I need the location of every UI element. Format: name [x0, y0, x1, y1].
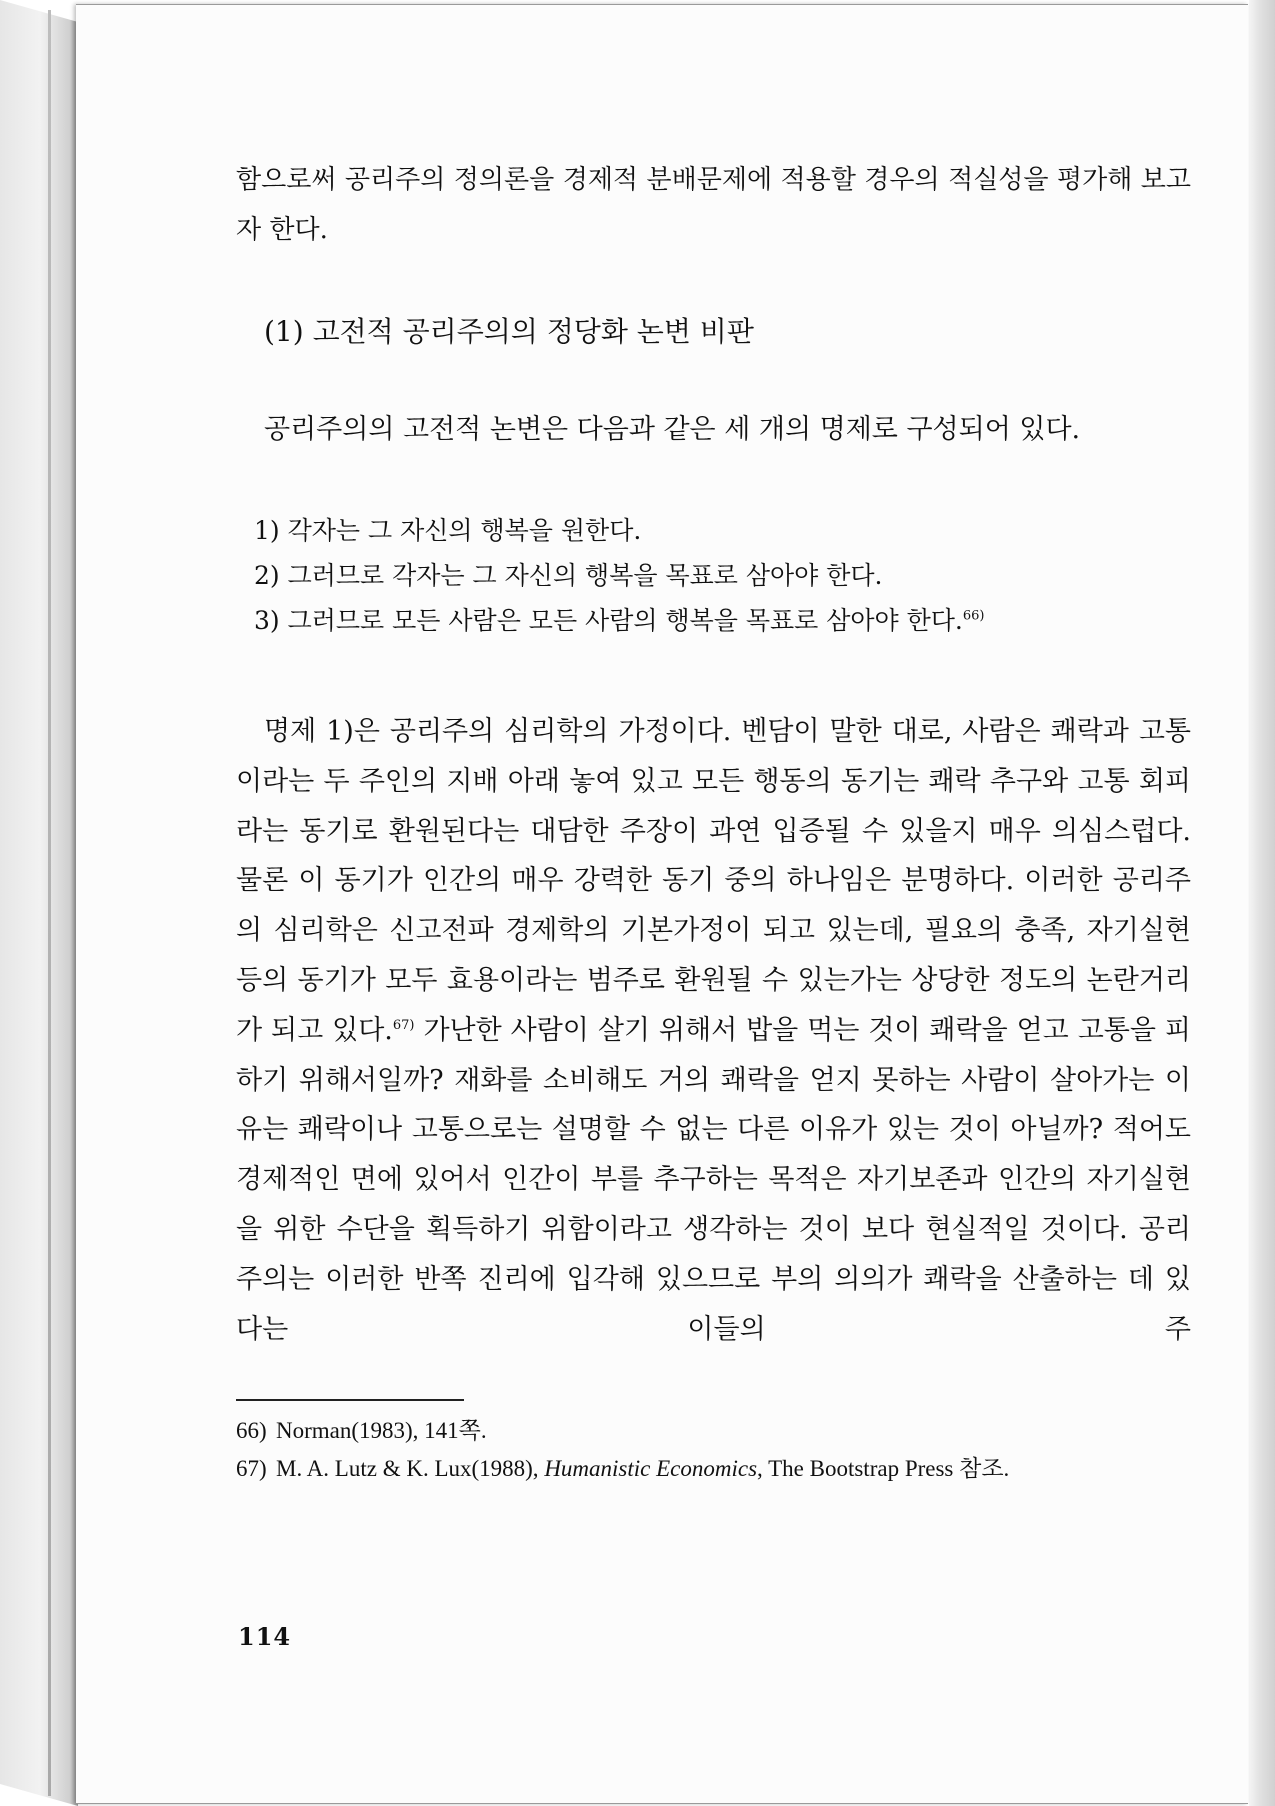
footnote-67 — [236, 1450, 1196, 1488]
page-content — [236, 155, 1191, 1651]
footnote-number: 66) — [236, 1418, 267, 1443]
footnote-book-title: Humanistic Economics — [544, 1456, 758, 1481]
footnote-66 — [236, 1412, 1196, 1450]
page-sheet — [76, 4, 1248, 1804]
proposition-1: 1) 각자는 그 자신의 행복을 원한다. — [254, 516, 642, 545]
lead-sentence: 공리주의의 고전적 논변은 다음과 같은 세 개의 명제로 구성되어 있다. — [264, 414, 1081, 445]
intro-paragraph: 함으로써 공리주의 정의론을 경제적 분배문제에 적용할 경우의 적실성을 평가해 보고자 한다. — [236, 165, 1191, 245]
footnotes — [236, 1412, 1196, 1488]
footnote-separator — [236, 1399, 464, 1401]
right-page-edge — [1249, 0, 1275, 1806]
page-number: 114 — [238, 1622, 292, 1651]
footnote-text-after: , The Bootstrap Press 참조. — [757, 1456, 1010, 1481]
main-paragraph-part1: 명제 1)은 공리주의 심리학의 가정이다. 벤담이 말한 대로, 사람은 쾌락과 고통이라는 두 주인의 지배 아래 놓여 있고 모든 행동의 동기는 쾌락 추구와 고통 회피라는 동기로 환원된다는 대담한 주장이 과연 입증될 수 있을지 매우 의심스럽다. 물론 이 동기가 인간의 매우 강력한 동기 중의 하나임은 분명하다. 이러한 공리주의 심리학은 신고전파 경제학의 기본가정이 되고 있는데, 필요의 충족, 자기실현 등의 동기가 모두 효용이라는 범주로 환원될 수 있는가는 상당한 정도의 논란거리가 되고 있다. — [236, 716, 1191, 1046]
proposition-3-text: 3) 그러므로 모든 사람은 모든 사람의 행복을 목표로 삼아야 한다. — [254, 606, 963, 635]
book-spine-edge — [0, 0, 78, 1806]
section-heading: (1) 고전적 공리주의의 정당화 논변 비판 — [264, 315, 754, 348]
book-edge-line — [48, 10, 51, 1796]
proposition-2: 2) 그러므로 각자는 그 자신의 행복을 목표로 삼아야 한다. — [254, 561, 883, 590]
main-paragraph — [236, 707, 1191, 1354]
footnote-ref-66: 66) — [962, 608, 985, 624]
footnote-ref-67: 67) — [392, 1017, 415, 1033]
footnote-text: Norman(1983), 141쪽. — [276, 1418, 487, 1443]
proposition-list — [254, 508, 1191, 643]
footnote-text-before: M. A. Lutz & K. Lux(1988), — [276, 1456, 545, 1481]
footnote-number: 67) — [236, 1456, 267, 1481]
main-paragraph-part2: 가난한 사람이 살기 위해서 밥을 먹는 것이 쾌락을 얻고 고통을 피하기 위해서일까? 재화를 소비해도 거의 쾌락을 얻지 못하는 사람이 살아가는 이유는 쾌락이나 고통으로는 설명할 수 없는 다른 이유가 있는 것이 아닐까? 적어도 경제적인 면에 있어서 인간이 부를 추구하는 목적은 자기보존과 인간의 자기실현을 위한 수단을 획득하기 위함이라고 생각하는 것이 보다 현실적일 것이다. 공리주의는 이러한 반쪽 진리에 입각해 있으므로 부의 의의가 쾌락을 산출하는 데 있다는 이들의 주 — [236, 1014, 1191, 1345]
proposition-3 — [254, 598, 1191, 643]
